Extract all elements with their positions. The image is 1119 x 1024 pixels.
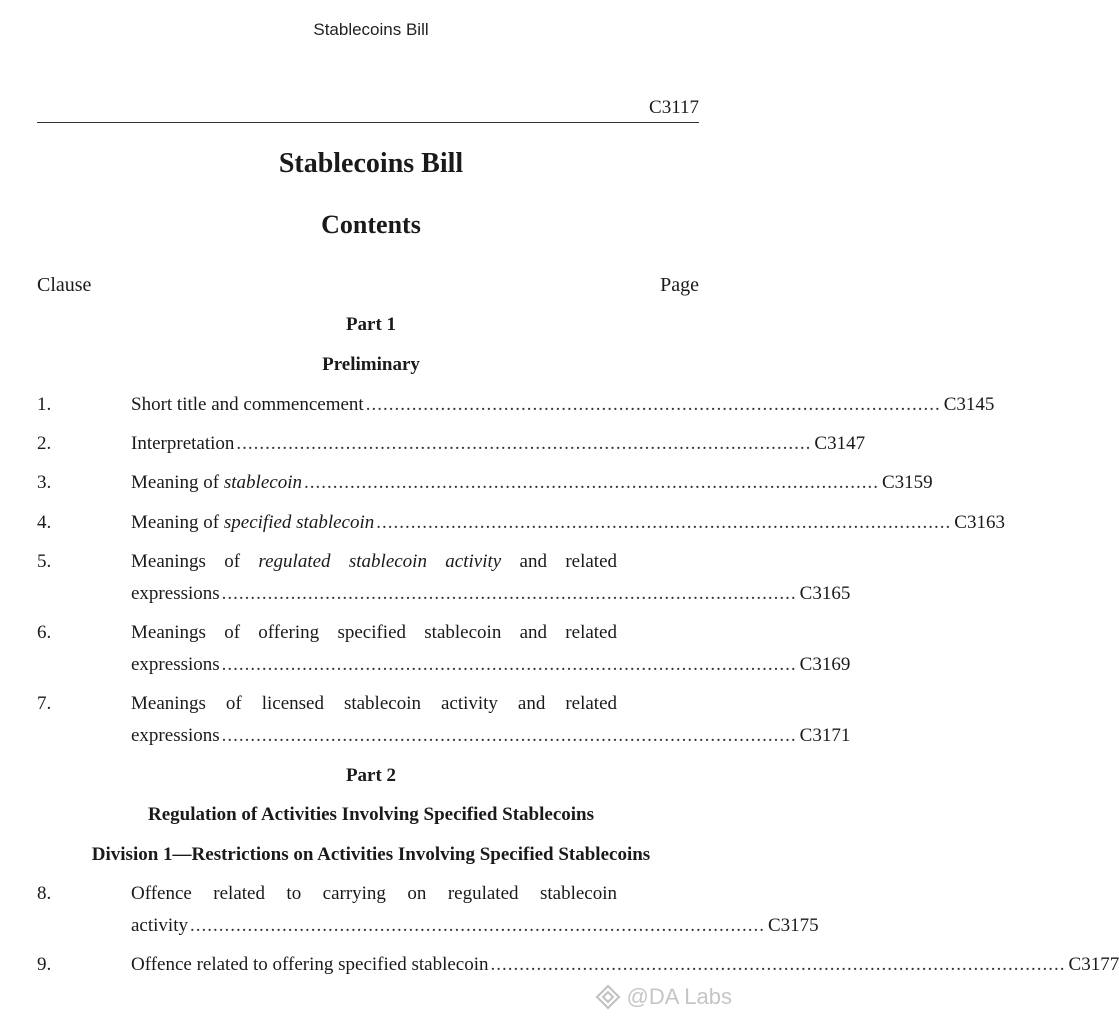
- entry-title: Offence related to offering specified stablecoin: [131, 954, 489, 975]
- entry-title-line1[interactable]: Meanings of offering specified stablecoin and related: [131, 622, 617, 643]
- toc-entry[interactable]: [131, 433, 866, 455]
- entry-page: C3171: [799, 725, 851, 746]
- entry-number: 8.: [37, 883, 52, 904]
- entry-title-cont: expressions: [131, 654, 220, 675]
- clause-column-label: Clause: [37, 274, 92, 296]
- entry-page: C3145: [943, 394, 995, 415]
- watermark-text: @DA Labs: [626, 984, 732, 1009]
- leader-dots: ....................................................................................................: [221, 583, 797, 604]
- toc-entry[interactable]: [131, 512, 1005, 534]
- toc-entry[interactable]: [131, 583, 851, 605]
- header-rule: [37, 122, 699, 123]
- leader-dots: ....................................................................................................: [189, 915, 765, 936]
- entry-number: 7.: [37, 693, 52, 714]
- entry-number: 3.: [37, 472, 52, 493]
- part1-heading: Preliminary: [322, 354, 420, 375]
- toc-entry[interactable]: [131, 654, 851, 676]
- entry-title: Interpretation: [131, 433, 235, 454]
- part1-label: Part 1: [345, 314, 397, 335]
- entry-page: C3177: [1068, 954, 1119, 975]
- toc-entry[interactable]: [131, 915, 819, 937]
- entry-number: 2.: [37, 433, 52, 454]
- entry-title: Short title and commencement: [131, 394, 364, 415]
- entry-page: C3159: [881, 472, 933, 493]
- leader-dots: ....................................................................................................: [221, 654, 797, 675]
- entry-page: C3147: [814, 433, 866, 454]
- entry-title: Meaning of stablecoin: [131, 472, 302, 493]
- part2-label: Part 2: [345, 765, 397, 786]
- leader-dots: ....................................................................................................: [376, 512, 952, 533]
- leader-dots: ....................................................................................................: [490, 954, 1066, 975]
- entry-title-line1[interactable]: Meanings of licensed stablecoin activity and related: [131, 693, 617, 714]
- document-title: Stablecoins Bill: [278, 148, 464, 179]
- toc-entry[interactable]: [131, 394, 995, 416]
- page-code: C3117: [649, 97, 699, 118]
- entry-number: 9.: [37, 954, 52, 975]
- leader-dots: ....................................................................................................: [303, 472, 879, 493]
- entry-title-cont: expressions: [131, 725, 220, 746]
- entry-page: C3165: [799, 583, 851, 604]
- entry-title-line1[interactable]: Meanings of regulated stablecoin activity and related: [131, 551, 617, 572]
- entry-number: 6.: [37, 622, 52, 643]
- division1-heading: Division 1—Restrictions on Activities Involving Specified Stablecoins: [91, 844, 651, 865]
- part2-heading: Regulation of Activities Involving Specified Stablecoins: [148, 804, 594, 825]
- toc-entry[interactable]: [131, 954, 1119, 976]
- entry-title-cont: activity: [131, 915, 188, 936]
- entry-title-cont: expressions: [131, 583, 220, 604]
- entry-number: 4.: [37, 512, 52, 533]
- entry-number: 5.: [37, 551, 52, 572]
- watermark: [595, 984, 733, 1010]
- entry-number: 1.: [37, 394, 52, 415]
- leader-dots: ....................................................................................................: [365, 394, 941, 415]
- leader-dots: ....................................................................................................: [221, 725, 797, 746]
- toc-entry[interactable]: [131, 725, 851, 747]
- leader-dots: ....................................................................................................: [236, 433, 812, 454]
- toc-entry[interactable]: [131, 472, 933, 494]
- page-column-label: Page: [660, 274, 699, 296]
- entry-page: C3169: [799, 654, 851, 675]
- entry-page: C3175: [767, 915, 819, 936]
- entry-page: C3163: [954, 512, 1005, 533]
- running-header: Stablecoins Bill: [313, 20, 429, 39]
- entry-title: Meaning of specified stablecoin: [131, 512, 375, 533]
- diamond-logo-icon: [595, 984, 621, 1010]
- entry-title-line1[interactable]: Offence related to carrying on regulated stablecoin: [131, 883, 617, 904]
- contents-heading: Contents: [321, 210, 421, 239]
